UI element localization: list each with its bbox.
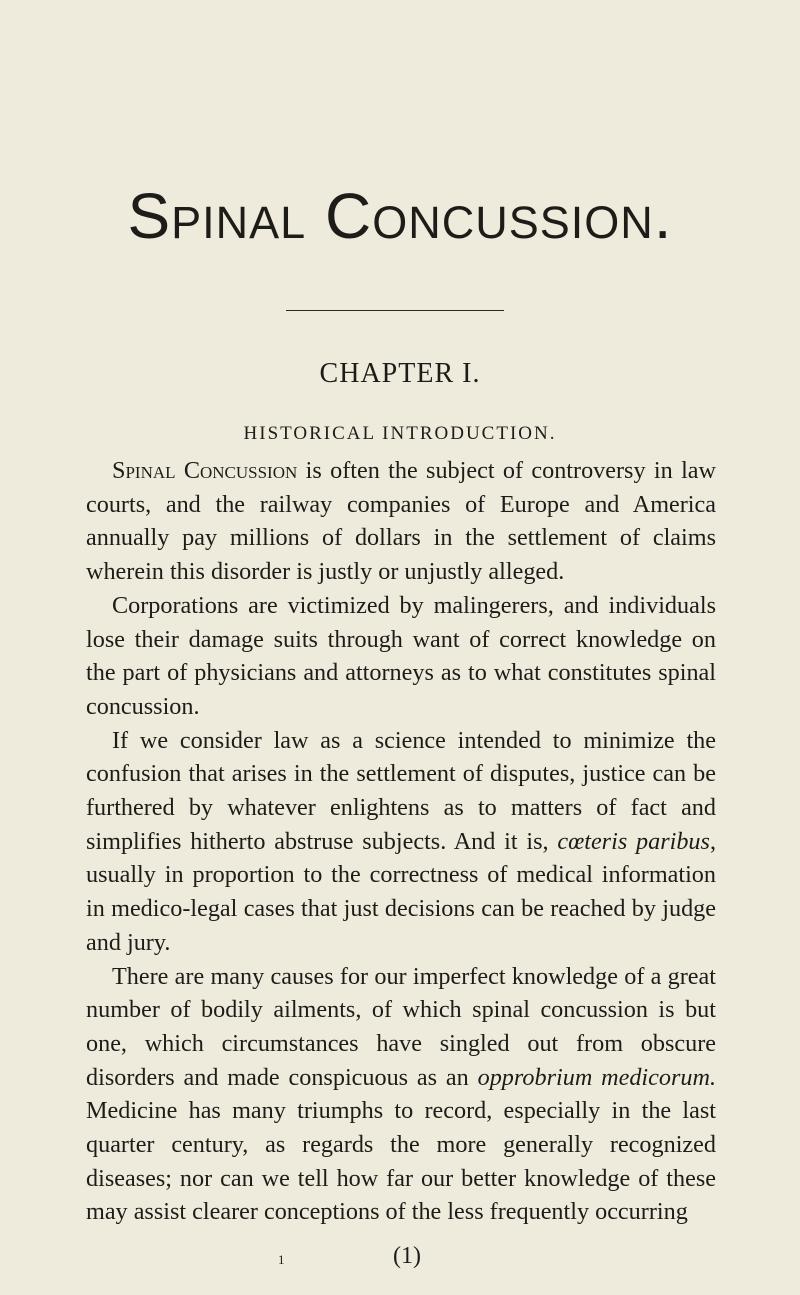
page-footer bbox=[86, 1241, 716, 1277]
body-text bbox=[86, 454, 716, 1229]
paragraph-text: Medicine has many triumphs to record, especially in the last quarter century, as regards the more generally recognized diseases; nor can we tell how far our better knowledge of these may assist clearer conceptions of the less frequently occurring bbox=[86, 1097, 716, 1226]
paragraph-lead: Spinal Concussion bbox=[112, 457, 298, 484]
paragraph-text: Corporations are victimized by malingerers, and individuals lose their damage suits through want of correct knowledge on the part of physicians and attorneys as to what constitutes spinal concussion. bbox=[86, 591, 716, 720]
paragraph bbox=[86, 454, 716, 589]
paragraph-text: If we consider law as a science intended to minimize the confusion that arises in the settlement of disputes, justice can be furthered by whatever enlightens as to matters of fact and simplifies hitherto abstruse subjects. And it is, bbox=[86, 726, 716, 855]
book-title: Spinal Concussion. bbox=[127, 180, 673, 252]
title-rule bbox=[286, 310, 504, 311]
paragraph bbox=[86, 724, 716, 960]
chapter-heading: CHAPTER I. bbox=[319, 358, 481, 389]
paragraph-text: , usually in proportion to the correctness of medical information in medico-legal cases that just decisions can be reached by judge and jury. bbox=[86, 827, 716, 956]
latin-phrase: opprobrium medicorum. bbox=[477, 1063, 716, 1091]
paragraph-text: is often the subject of controversy in law courts, and the railway companies of Europe and America annually pay millions of dollars in the settlement of claims wherein this disorder is justly or unjustly alleged. bbox=[86, 457, 716, 586]
paragraph-text: There are many causes for our imperfect knowledge of a great number of bodily ailments, of which spinal concussion is but one, which circumstances have singled out from obscure disorders and made conspicuous as an bbox=[86, 962, 716, 1091]
signature-mark: 1 bbox=[278, 1252, 285, 1267]
latin-phrase: cœteris paribus bbox=[557, 827, 710, 855]
paragraph bbox=[86, 960, 716, 1230]
paragraph bbox=[86, 589, 716, 724]
page-number: (1) bbox=[393, 1243, 421, 1269]
section-heading: HISTORICAL INTRODUCTION. bbox=[243, 423, 557, 444]
